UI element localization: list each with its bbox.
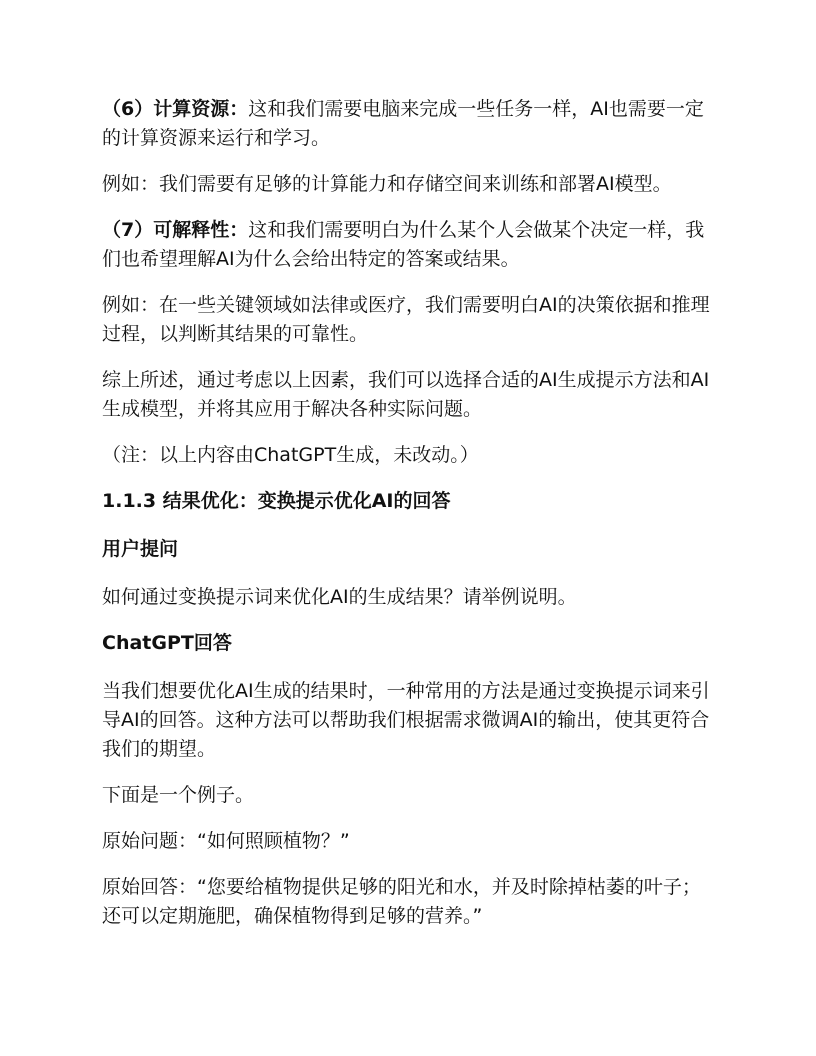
document-page xyxy=(102,95,718,931)
original-question: 原始问题：“如何照顾植物？” xyxy=(102,830,350,852)
paragraph-compute-resources xyxy=(102,95,718,153)
paragraph-summary: 综上所述，通过考虑以上因素，我们可以选择合适的AI生成提示方法和AI生成模型，并将其应用于解决各种实际问题。 xyxy=(102,369,710,420)
paragraph-interpretability xyxy=(102,216,718,274)
item-title-compute-resources: （6）计算资源： xyxy=(102,98,249,120)
answer-intro-paragraph: 当我们想要优化AI生成的结果时，一种常用的方法是通过变换提示词来引导AI的回答。这种方法可以帮助我们根据需求微调AI的输出，使其更符合我们的期望。 xyxy=(102,680,710,760)
user-question-text: 如何通过变换提示词来优化AI的生成结果？请举例说明。 xyxy=(102,586,577,608)
user-question-label: 用户提问 xyxy=(102,538,179,560)
example-intro: 下面是一个例子。 xyxy=(102,784,255,806)
section-heading: 1.1.3 结果优化：变换提示优化AI的回答 xyxy=(102,490,451,512)
paragraph-interpretability-example: 例如：在一些关键领域如法律或医疗，我们需要明白AI的决策依据和推理过程，以判断其结果的可靠性。 xyxy=(102,294,710,345)
item-body-interpretability: 这和我们需要明白为什么某个人会做某个决定一样，我们也希望理解AI为什么会给出特定的答案或结果。 xyxy=(102,219,705,270)
original-answer: 原始回答：“您要给植物提供足够的阳光和水，并及时除掉枯萎的叶子；还可以定期施肥，确保植物得到足够的营养。” xyxy=(102,876,701,927)
item-body-compute-resources: 这和我们需要电脑来完成一些任务一样，AI也需要一定的计算资源来运行和学习。 xyxy=(102,98,704,149)
chatgpt-answer-label: ChatGPT回答 xyxy=(102,632,232,654)
item-title-interpretability: （7）可解释性： xyxy=(102,219,249,241)
paragraph-note: （注：以上内容由ChatGPT生成，未改动。） xyxy=(102,444,479,466)
paragraph-compute-example: 例如：我们需要有足够的计算能力和存储空间来训练和部署AI模型。 xyxy=(102,173,672,195)
